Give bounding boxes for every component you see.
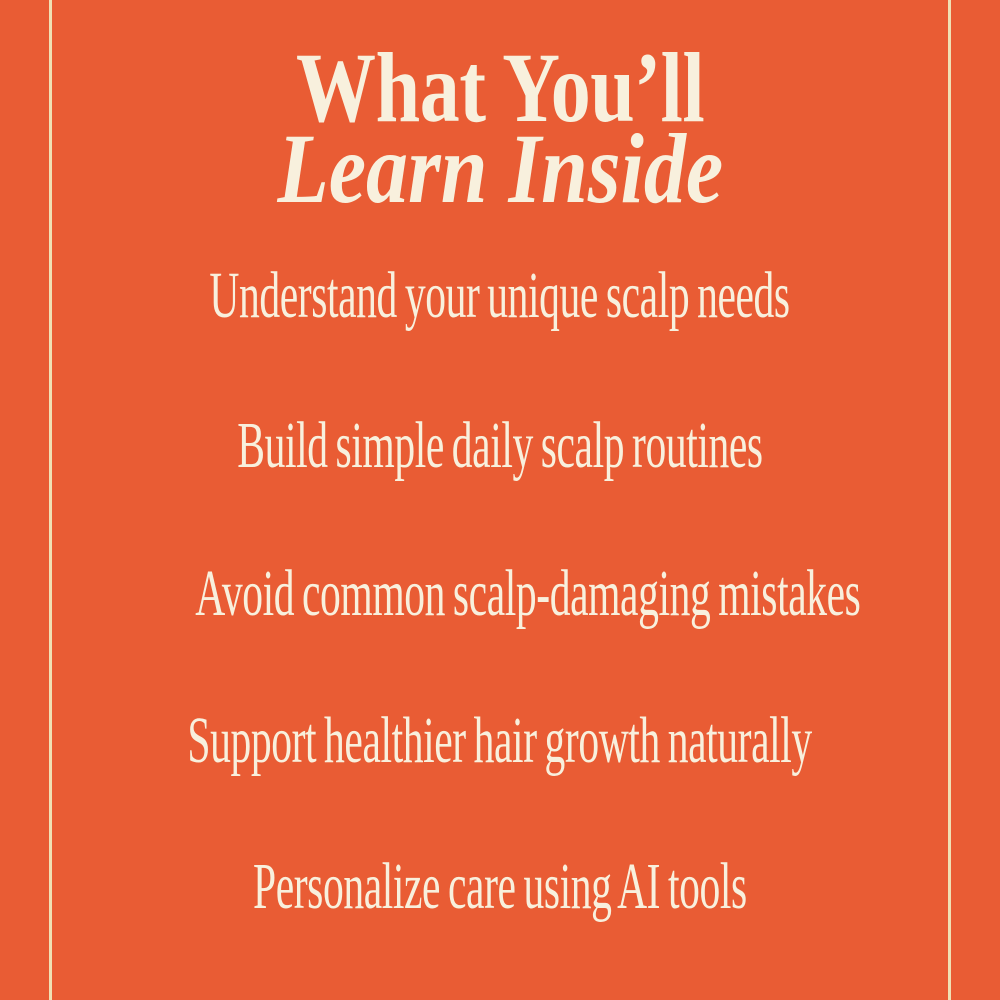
learning-point <box>0 850 1000 923</box>
page-title-line2-text: Learn Inside <box>277 113 723 224</box>
learning-point-text: Build simple daily scalp routines <box>237 409 763 482</box>
learning-point <box>0 259 1000 332</box>
learning-point-text: Personalize care using AI tools <box>253 850 747 923</box>
page-title-line2 <box>0 113 1000 224</box>
learning-point-text: Support healthier hair growth naturally <box>187 704 813 777</box>
page-title-line1-text: What You’ll <box>295 32 705 143</box>
learning-point-text: Understand your unique scalp needs <box>209 259 791 332</box>
learning-point <box>0 704 1000 777</box>
learning-point <box>0 409 1000 482</box>
learning-point-text: Avoid common scalp-damaging mistakes <box>195 557 861 630</box>
learning-point <box>0 557 1000 630</box>
